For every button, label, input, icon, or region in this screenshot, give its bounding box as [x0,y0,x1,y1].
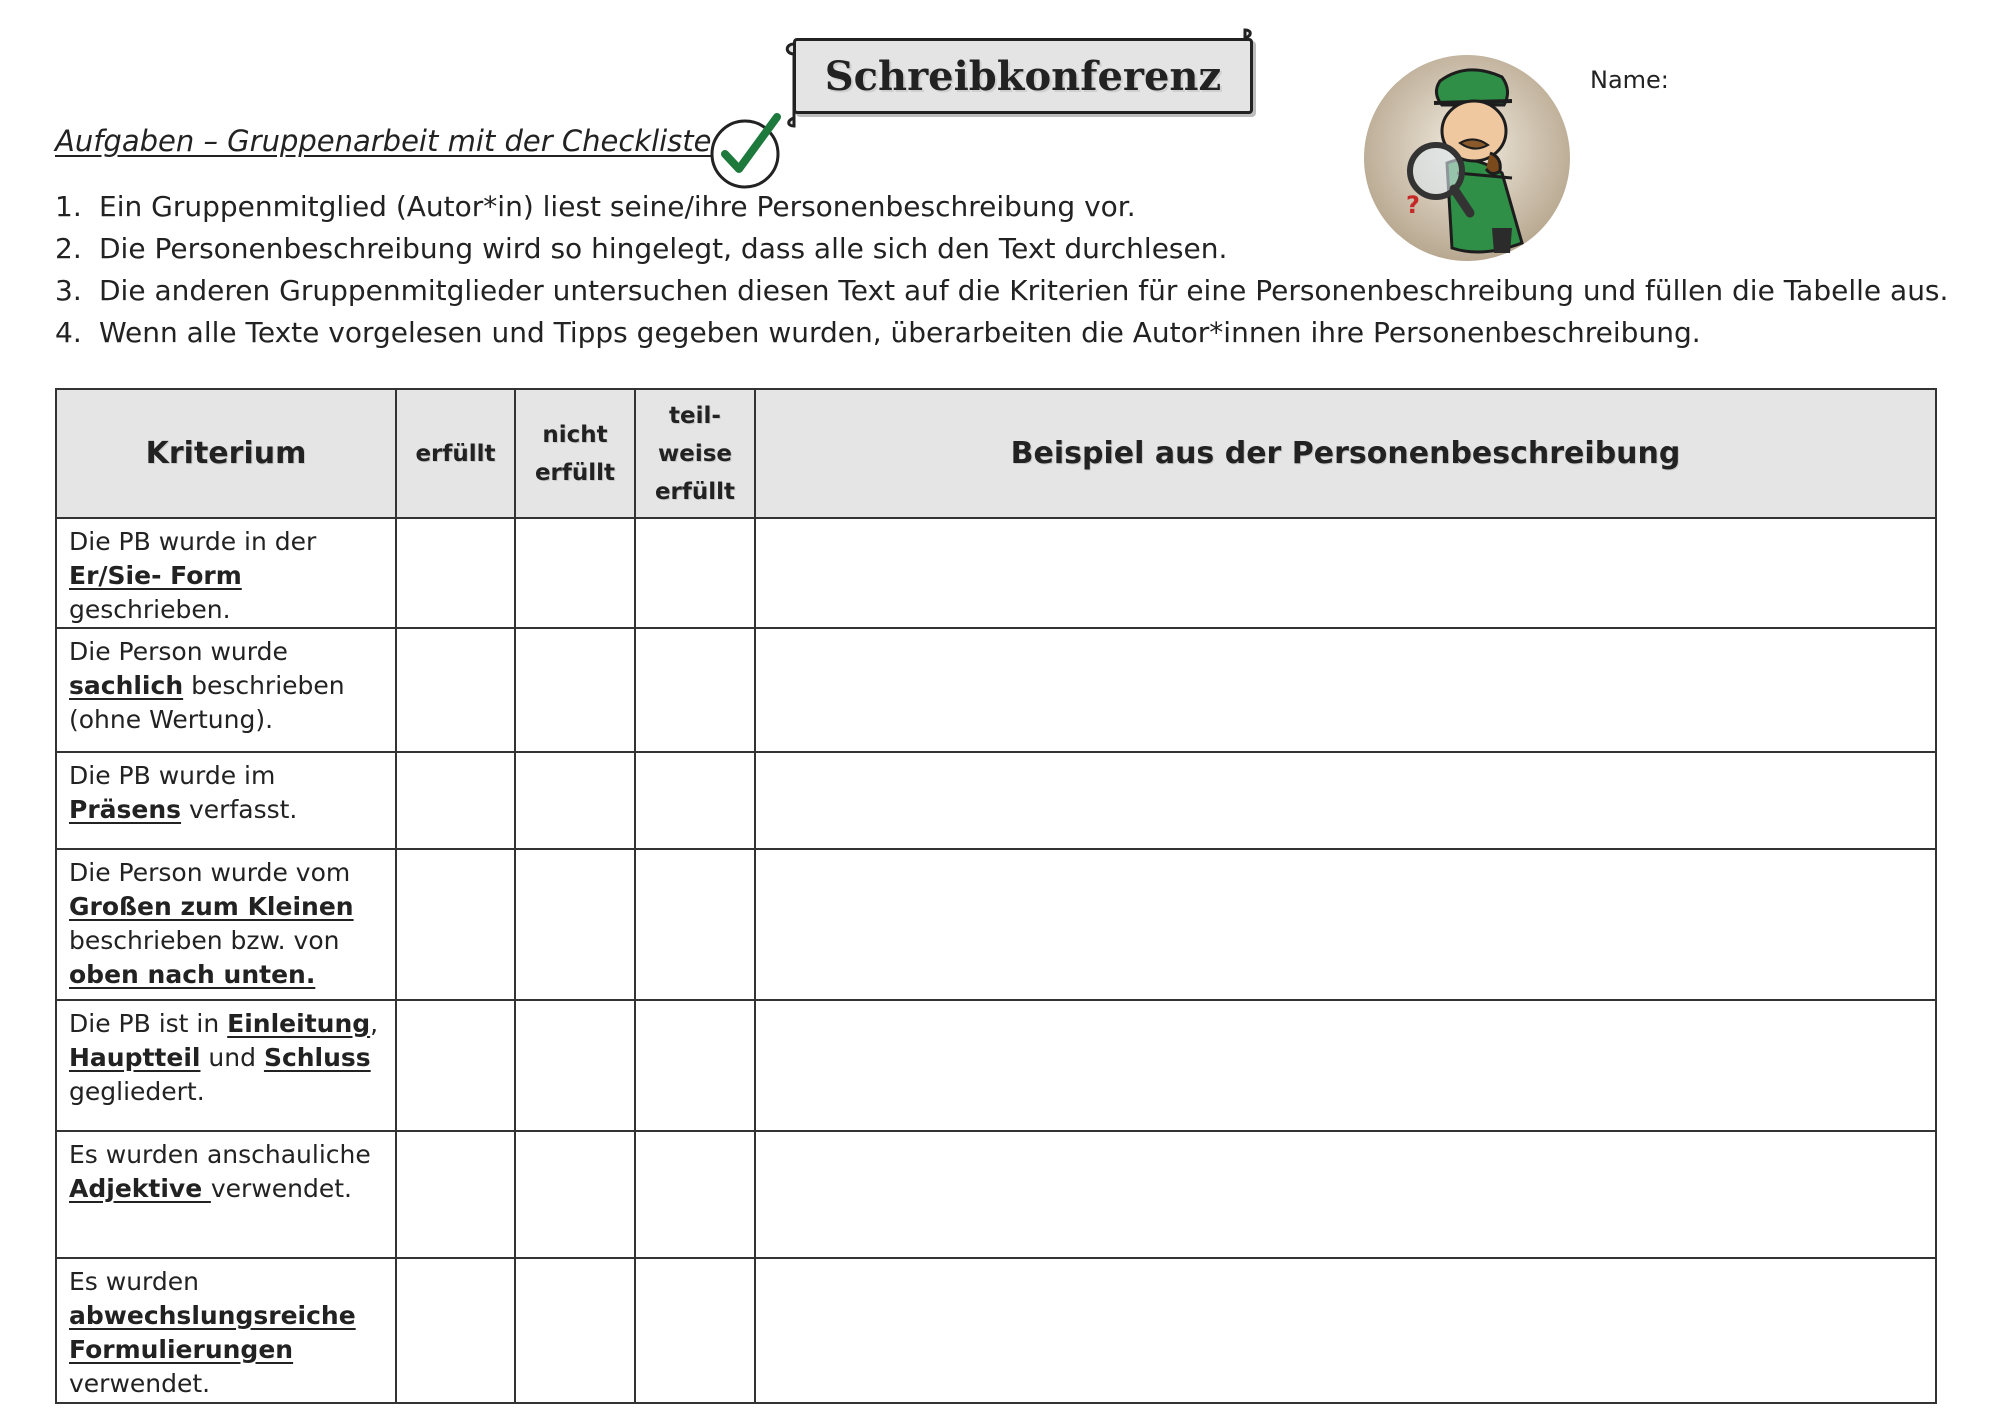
table-row [56,752,1936,849]
header-partly-fulfilled [635,389,755,518]
partly-fulfilled-cell[interactable] [635,1258,755,1403]
criterion-cell [56,1258,396,1403]
table-row [56,518,1936,628]
task-list [55,186,1948,354]
criterion-text: Die Person wurde vom [69,858,351,887]
criterion-keyword: Schluss [263,1043,371,1072]
task-item [55,186,1948,228]
partly-fulfilled-cell[interactable] [635,1131,755,1258]
criterion-keyword: Er/Sie- Form [69,561,242,590]
criterion-cell [56,752,396,849]
fulfilled-cell[interactable] [396,1000,515,1131]
example-cell[interactable] [755,1258,1936,1403]
header-not-fulfilled [515,389,635,518]
example-cell[interactable] [755,518,1936,628]
not-fulfilled-cell[interactable] [515,1000,635,1131]
criterion-text: Es wurden [69,1267,199,1296]
criterion-text: geschrieben. [69,595,231,624]
criterion-cell [56,518,396,628]
criterion-keyword: Adjektive [69,1174,211,1203]
task-item [55,228,1948,270]
partly-fulfilled-cell[interactable] [635,849,755,1000]
table-row [56,1258,1936,1403]
criterion-text: Die Person wurde [69,637,288,666]
criterion-cell [56,628,396,752]
criteria-table [55,388,1937,1404]
task-item [55,312,1948,354]
fulfilled-cell[interactable] [396,849,515,1000]
partly-fulfilled-cell[interactable] [635,518,755,628]
page-title: Schreibkonferenz [793,38,1253,114]
example-cell[interactable] [755,1000,1936,1131]
criterion-keyword: sachlich [69,671,184,700]
task-number: 2. [55,232,82,265]
header-partly-line: teil- [669,402,721,429]
criterion-text: Die PB wurde im [69,761,276,790]
example-cell[interactable] [755,628,1936,752]
task-number: 3. [55,274,82,307]
example-cell[interactable] [755,1131,1936,1258]
criterion-cell [56,849,396,1000]
criterion-keyword: Großen zum Kleinen [69,892,354,921]
example-cell[interactable] [755,752,1936,849]
criterion-text: verfasst. [181,795,298,824]
partly-fulfilled-cell[interactable] [635,1000,755,1131]
header-not-fulfilled-line: erfüllt [534,459,616,486]
not-fulfilled-cell[interactable] [515,1258,635,1403]
criterion-text: gegliedert. [69,1077,205,1106]
not-fulfilled-cell[interactable] [515,1131,635,1258]
criterion-text: beschrieben (ohne Wertung). [69,671,345,734]
task-number: 1. [55,190,82,223]
fulfilled-cell[interactable] [396,752,515,849]
task-text: Die Personenbeschreibung wird so hingelegt, dass alle sich den Text durchlesen. [99,232,1228,265]
task-item [55,270,1948,312]
criterion-cell [56,1131,396,1258]
criterion-text: verwendet. [210,1174,353,1203]
fulfilled-cell[interactable] [396,1131,515,1258]
criterion-cell [56,1000,396,1131]
criterion-text: Es wurden anschauliche [69,1140,371,1169]
svg-text:?: ? [1406,191,1420,219]
criterion-keyword: Hauptteil [69,1043,201,1072]
fulfilled-cell[interactable] [396,1258,515,1403]
header-partly-line: erfüllt [654,478,736,505]
criterion-keyword: oben nach unten. [69,960,316,989]
partly-fulfilled-cell[interactable] [635,752,755,849]
header-partly-line: weise [657,440,733,467]
criterion-text: verwendet. [69,1369,211,1398]
table-row [56,1000,1936,1131]
task-text: Ein Gruppenmitglied (Autor*in) liest seine/ihre Personenbeschreibung vor. [99,190,1136,223]
not-fulfilled-cell[interactable] [515,752,635,849]
not-fulfilled-cell[interactable] [515,849,635,1000]
criterion-keyword: Präsens [69,795,182,824]
criterion-text: und [200,1043,264,1072]
not-fulfilled-cell[interactable] [515,628,635,752]
criterion-text: Die PB ist in [69,1009,228,1038]
table-header-row [56,389,1936,518]
task-text: Wenn alle Texte vorgelesen und Tipps gegeben wurden, überarbeiten die Autor*innen ihre Personenbeschreibung. [99,316,1701,349]
criterion-text: Die PB wurde in der [69,527,317,556]
criterion-keyword: abwechslungsreiche Formulierungen [69,1301,356,1364]
fulfilled-cell[interactable] [396,628,515,752]
table-row [56,1131,1936,1258]
criterion-text: , [370,1009,379,1038]
check-circle-icon [705,112,785,192]
criterion-text: beschrieben bzw. von [69,926,340,955]
header-not-fulfilled-line: nicht [542,421,608,448]
example-cell[interactable] [755,849,1936,1000]
table-row [56,628,1936,752]
task-heading: Aufgaben – Gruppenarbeit mit der Checkliste [55,124,712,158]
criterion-keyword: Einleitung [227,1009,371,1038]
header-fulfilled: erfüllt [396,389,515,518]
task-text: Die anderen Gruppenmitglieder untersuchen diesen Text auf die Kriterien für eine Personenbeschreibung und füllen die Tabelle aus. [99,274,1949,307]
fulfilled-cell[interactable] [396,518,515,628]
name-label: Name: [1590,66,1669,94]
table-row [56,849,1936,1000]
header-example: Beispiel aus der Personenbeschreibung [755,389,1936,518]
not-fulfilled-cell[interactable] [515,518,635,628]
header-criterion: Kriterium [56,389,396,518]
partly-fulfilled-cell[interactable] [635,628,755,752]
task-number: 4. [55,316,82,349]
